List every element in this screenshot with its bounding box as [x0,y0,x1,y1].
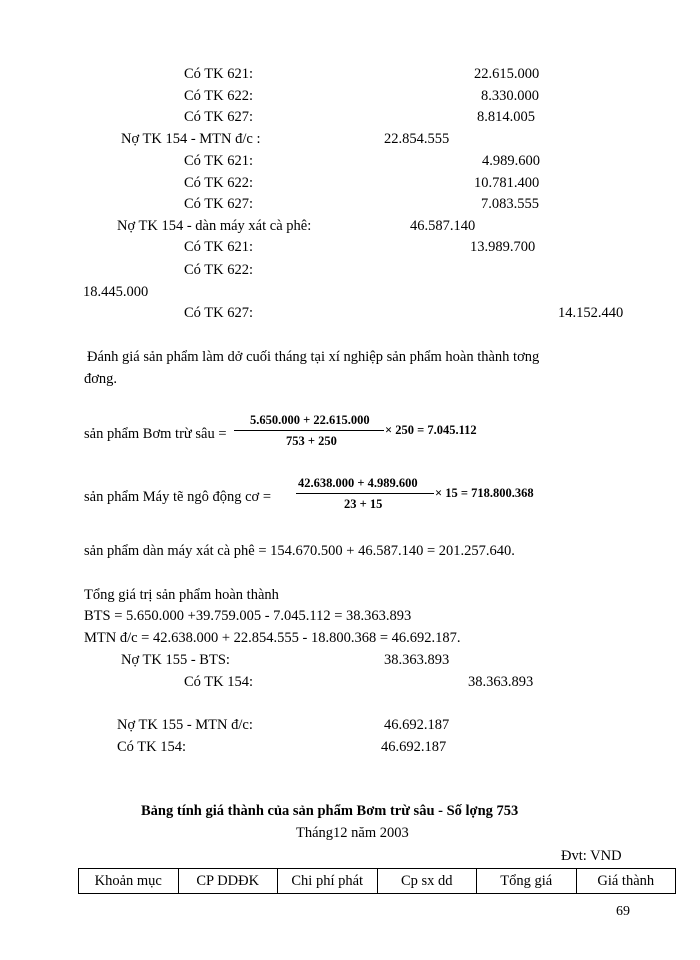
table-header-cell: Chi phí phát [278,869,378,894]
entry-amount: 10.781.400 [474,175,540,191]
formula-label: sản phẩm Máy tẽ ngô động cơ = [84,489,271,505]
fraction-result: × 250 = 7.045.112 [385,423,477,437]
summary-bts: BTS = 5.650.000 +39.759.005 - 7.045.112 = 38.363.893 [84,608,412,624]
entry-label: Có TK 622: [184,88,254,104]
entry-amount: 38.363.893 [468,674,534,690]
entry-label: Có TK 627: [184,109,254,125]
summary-mtn: MTN đ/c = 42.638.000 + 22.854.555 - 18.800.368 = 46.692.187. [84,630,461,646]
entry-label: Nợ TK 155 - BTS: [121,652,230,668]
entry-label: Nợ TK 154 - MTN đ/c : [121,131,261,147]
entry-amount: 18.445.000 [83,284,149,300]
entry-label: Có TK 621: [184,239,254,255]
fraction-denominator: 753 + 250 [286,434,337,448]
fraction-formula-2 [294,476,564,516]
entry-label: Nợ TK 155 - MTN đ/c: [117,717,253,733]
entry-amount: 38.363.893 [384,652,450,668]
entry-amount: 46.587.140 [410,218,476,234]
fraction-bar [296,493,434,494]
entry-amount: 46.692.187 [384,717,450,733]
page-number: 69 [616,904,630,919]
summary-title: Tổng giá trị sản phẩm hoàn thành [84,587,279,603]
entry-amount: 46.692.187 [381,739,447,755]
fraction-denominator: 23 + 15 [344,497,383,511]
table-header-cell: Cp sx dd [377,869,477,894]
fraction-formula-1 [232,413,512,453]
table-unit: Đvt: VND [561,848,622,864]
entry-amount: 7.083.555 [481,196,539,212]
formula-3: sản phẩm dàn máy xát cà phê = 154.670.500 + 46.587.140 = 201.257.640. [84,543,515,559]
entry-amount: 8.814.005 [477,109,535,125]
entry-amount: 22.615.000 [474,66,540,82]
fraction-result: × 15 = 718.800.368 [435,486,534,500]
entry-label: Có TK 154: [184,674,254,690]
entry-label: Có TK 621: [184,153,254,169]
table-header-cell: Giá thành [576,869,676,894]
entry-label: Có TK 627: [184,196,254,212]
entry-label: Có TK 622: [184,262,254,278]
formula-label: sản phẩm Bơm trừ sâu = [84,426,227,442]
entry-amount: 8.330.000 [481,88,539,104]
entry-label: Có TK 627: [184,305,254,321]
cost-table [78,868,676,894]
intro-line-1: Đánh giá sản phẩm làm dở cuối tháng tại xí nghiệp sản phẩm hoàn thành tơng [87,349,540,365]
fraction-numerator: 42.638.000 + 4.989.600 [298,476,418,490]
entry-amount: 4.989.600 [482,153,540,169]
table-period: Tháng12 năm 2003 [296,825,409,841]
entry-label: Nợ TK 154 - dàn máy xát cà phê: [117,218,312,234]
entry-label: Có TK 154: [117,739,187,755]
table-title: Bảng tính giá thành của sản phẩm Bơm trừ sâu - Số lợng 753 [141,803,519,819]
entry-amount: 13.989.700 [470,239,536,255]
table-header-cell: Tổng giá [477,869,577,894]
fraction-bar [234,430,384,431]
entry-amount: 22.854.555 [384,131,450,147]
table-header-cell: Khoản mục [79,869,179,894]
table-header-cell: CP DDĐK [178,869,278,894]
table-header-row [79,869,676,894]
intro-line-2: đơng. [84,371,118,387]
fraction-numerator: 5.650.000 + 22.615.000 [250,413,370,427]
entry-amount: 14.152.440 [558,305,624,321]
entry-label: Có TK 622: [184,175,254,191]
entry-label: Có TK 621: [184,66,254,82]
